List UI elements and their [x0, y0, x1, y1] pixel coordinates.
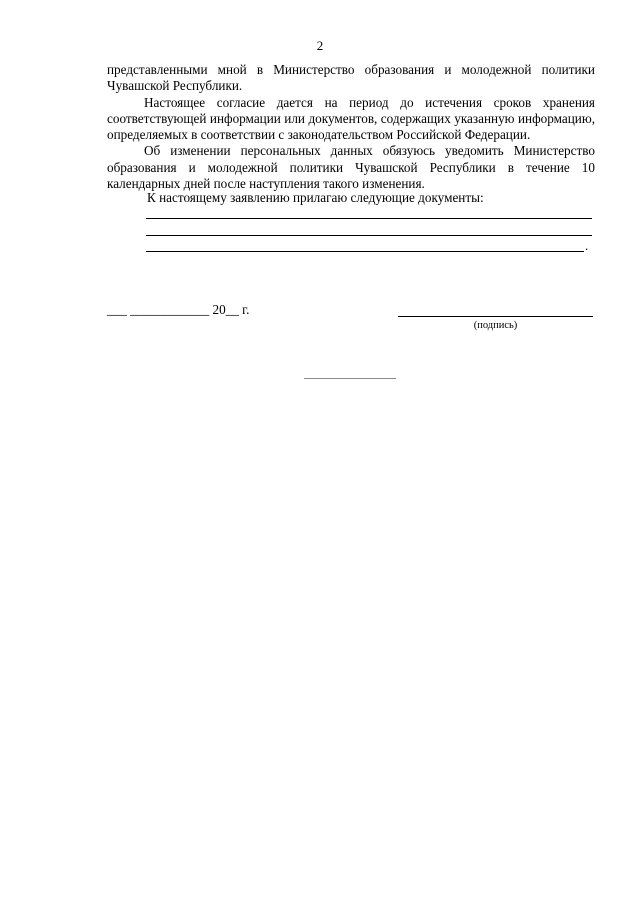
- paragraph-notification-duty: Об изменении персональных данных обязуюсь уведомить Министерство образования и молодежной политики Чувашской Республики в течение 10 календарных дней после наступления такого изменения.: [107, 143, 595, 192]
- signature-line: [398, 316, 593, 317]
- attachment-blank-line-2: [146, 235, 592, 236]
- document-body: [107, 62, 595, 192]
- paragraph-consent-period: Настоящее согласие дается на период до истечения сроков хранения соответствующей информации или документов, содержащих указанную информацию, определяемых в соответствии с законодательством Российской Федерации.: [107, 94, 595, 143]
- date-blank: ___ ____________ 20__ г.: [107, 302, 250, 317]
- attachment-blank-line-3: [146, 251, 584, 252]
- attachment-blank-line-1: [146, 218, 592, 219]
- signature-caption: (подпись): [473, 320, 518, 331]
- paragraph-continuation: представленными мной в Министерство образования и молодежной политики Чувашской Республики.: [107, 62, 595, 94]
- attachments-end-period: .: [585, 238, 589, 253]
- document-end-divider: [304, 378, 396, 379]
- attachments-intro: К настоящему заявлению прилагаю следующие документы:: [147, 190, 484, 205]
- page-number: 2: [316, 38, 324, 53]
